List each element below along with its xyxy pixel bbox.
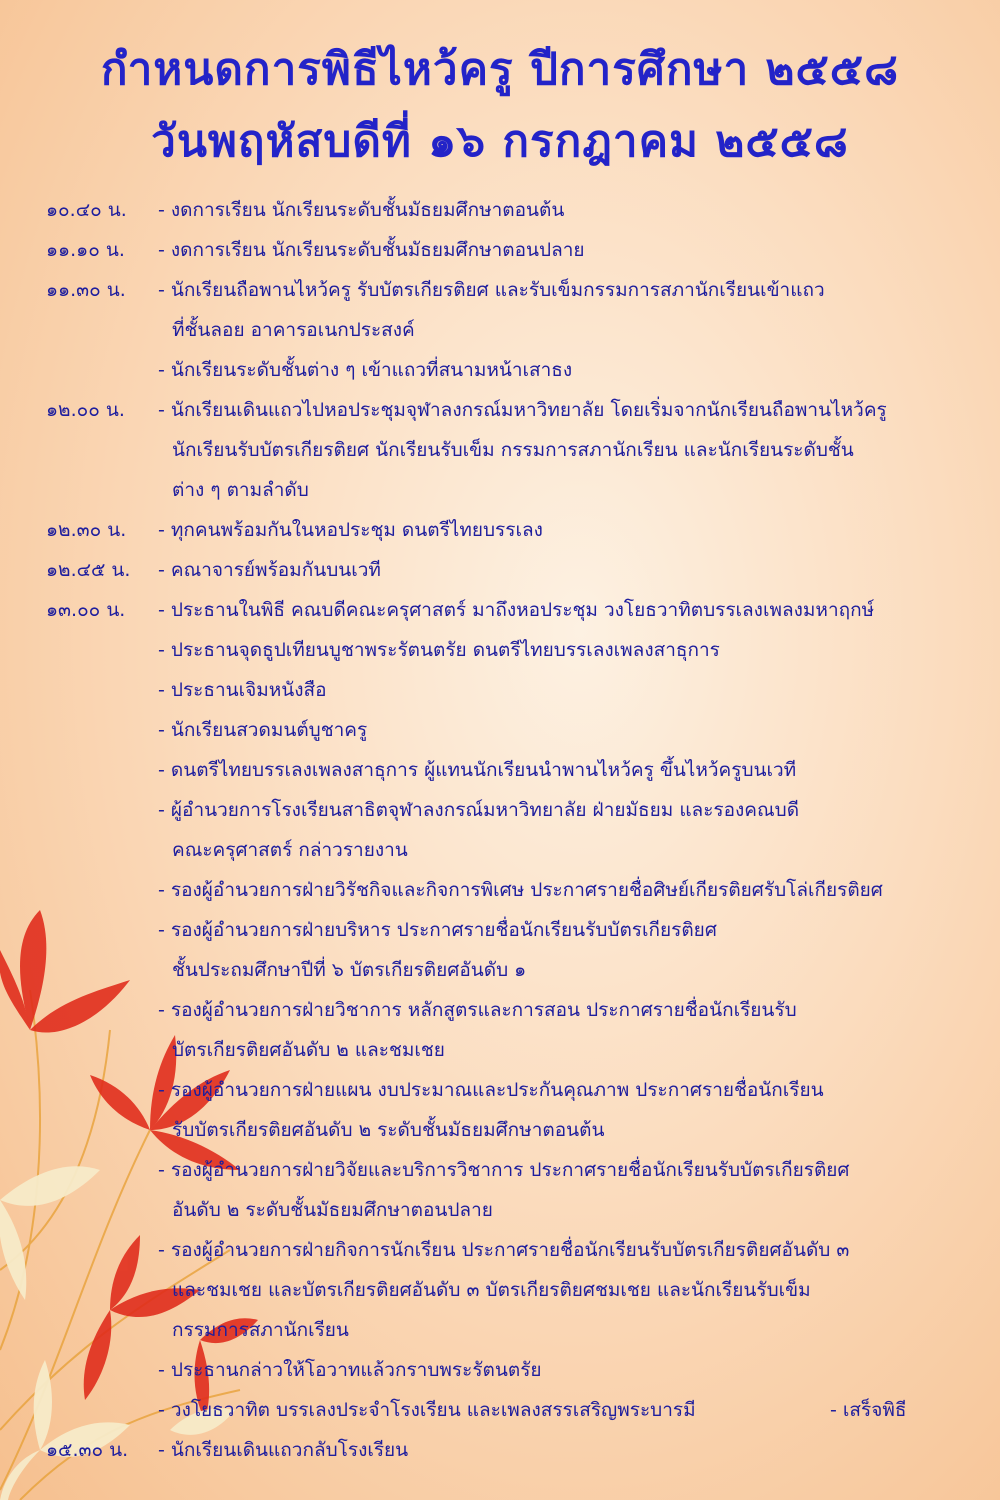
schedule-item-continued: คณะครุศาสตร์ กล่าวรายงาน	[172, 839, 408, 861]
schedule-item: - งดการเรียน นักเรียนระดับชั้นมัธยมศึกษาตอนต้น	[158, 199, 565, 221]
schedule-item-continued: นักเรียนรับบัตรเกียรติยศ นักเรียนรับเข็ม กรรมการสภานักเรียน และนักเรียนระดับชั้น	[172, 439, 854, 461]
ceremony-end-note: - เสร็จพิธี	[830, 1399, 907, 1421]
schedule-item: - งดการเรียน นักเรียนระดับชั้นมัธยมศึกษาตอนปลาย	[158, 239, 585, 261]
schedule-item: - ดนตรีไทยบรรเลงเพลงสาธุการ ผู้แทนนักเรียนนำพานไหว้ครู ขึ้นไหว้ครูบนเวที	[158, 759, 797, 781]
time-label: ๑๓.๐๐ น.	[46, 599, 126, 621]
schedule-item: - ผู้อำนวยการโรงเรียนสาธิตจุฬาลงกรณ์มหาวิทยาลัย ฝ่ายมัธยม และรองคณบดี	[158, 799, 800, 821]
page-subtitle-date: วันพฤหัสบดีที่ ๑๖ กรกฎาคม ๒๕๕๘	[151, 116, 849, 167]
schedule-item-continued: รับบัตรเกียรติยศอันดับ ๒ ระดับชั้นมัธยมศึกษาตอนต้น	[172, 1119, 605, 1141]
time-label: ๑๑.๑๐ น.	[46, 239, 125, 261]
schedule-item-continued: ชั้นประถมศึกษาปีที่ ๖ บัตรเกียรติยศอันดับ ๑	[172, 959, 527, 981]
time-label: ๑๕.๓๐ น.	[46, 1439, 129, 1461]
schedule-item-continued: บัตรเกียรติยศอันดับ ๒ และชมเชย	[172, 1039, 445, 1061]
time-label: ๑๐.๔๐ น.	[46, 199, 127, 221]
schedule-item: - นักเรียนระดับชั้นต่าง ๆ เข้าแถวที่สนามหน้าเสาธง	[158, 359, 573, 381]
schedule-item: - ประธานเจิมหนังสือ	[158, 679, 327, 701]
schedule-item: - วงโยธวาทิต บรรเลงประจำโรงเรียน และเพลงสรรเสริญพระบารมี	[158, 1399, 696, 1421]
schedule-item: - นักเรียนเดินแถวไปหอประชุมจุฬาลงกรณ์มหาวิทยาลัย โดยเริ่มจากนักเรียนถือพานไหว้ครู	[158, 399, 887, 421]
schedule-item: - ทุกคนพร้อมกันในหอประชุม ดนตรีไทยบรรเลง	[158, 519, 543, 541]
schedule-item-continued: และชมเชย และบัตรเกียรติยศอันดับ ๓ บัตรเกียรติยศชมเชย และนักเรียนรับเข็ม	[172, 1279, 811, 1301]
page-title: กำหนดการพิธีไหว้ครู ปีการศึกษา ๒๕๕๘	[100, 44, 900, 95]
schedule-item-continued: ต่าง ๆ ตามลำดับ	[172, 479, 309, 501]
schedule-item-continued: กรรมการสภานักเรียน	[172, 1319, 349, 1341]
schedule-item: - คณาจารย์พร้อมกันบนเวที	[158, 559, 381, 581]
schedule-item-continued: ที่ชั้นลอย อาคารอเนกประสงค์	[172, 319, 415, 341]
time-label: ๑๒.๓๐ น.	[46, 519, 127, 541]
schedule-item: - ประธานจุดธูปเทียนบูชาพระรัตนตรัย ดนตรีไทยบรรเลงเพลงสาธุการ	[158, 639, 720, 661]
schedule-item: - รองผู้อำนวยการฝ่ายวิชาการ หลักสูตรและการสอน ประกาศรายชื่อนักเรียนรับ	[158, 999, 797, 1021]
schedule-item: - รองผู้อำนวยการฝ่ายวิรัชกิจและกิจการพิเศษ ประกาศรายชื่อศิษย์เกียรติยศรับโล่เกียรติยศ	[158, 879, 883, 901]
schedule-item-continued: อันดับ ๒ ระดับชั้นมัธยมศึกษาตอนปลาย	[172, 1199, 493, 1221]
schedule-item: - รองผู้อำนวยการฝ่ายแผน งบประมาณและประกันคุณภาพ ประกาศรายชื่อนักเรียน	[158, 1079, 824, 1101]
schedule-item: - ประธานกล่าวให้โอวาทแล้วกราบพระรัตนตรัย	[158, 1359, 542, 1381]
schedule-item: - นักเรียนถือพานไหว้ครู รับบัตรเกียรติยศ และรับเข็มกรรมการสภานักเรียนเข้าแถว	[158, 279, 825, 301]
schedule-item: - ประธานในพิธี คณบดีคณะครุศาสตร์ มาถึงหอประชุม วงโยธวาทิตบรรเลงเพลงมหาฤกษ์	[158, 599, 875, 621]
schedule-item: - นักเรียนสวดมนต์บูชาครู	[158, 719, 368, 741]
schedule-item: - รองผู้อำนวยการฝ่ายกิจการนักเรียน ประกาศรายชื่อนักเรียนรับบัตรเกียรติยศอันดับ ๓	[158, 1239, 850, 1261]
time-label: ๑๒.๔๕ น.	[46, 559, 131, 581]
schedule-item: - นักเรียนเดินแถวกลับโรงเรียน	[158, 1439, 409, 1461]
schedule-item: - รองผู้อำนวยการฝ่ายวิจัยและบริการวิชาการ ประกาศรายชื่อนักเรียนรับบัตรเกียรติยศ	[158, 1159, 850, 1181]
time-label: ๑๑.๓๐ น.	[46, 279, 126, 301]
time-label: ๑๒.๐๐ น.	[46, 399, 125, 421]
schedule-item: - รองผู้อำนวยการฝ่ายบริหาร ประกาศรายชื่อนักเรียนรับบัตรเกียรติยศ	[158, 919, 717, 941]
